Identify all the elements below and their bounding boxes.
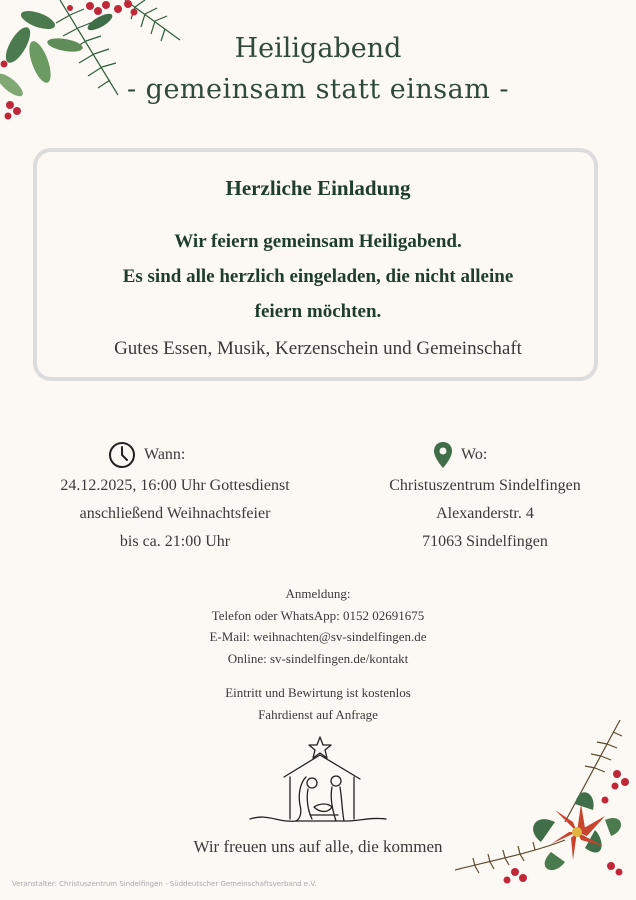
registration-section [0,583,636,669]
location-pin-icon [433,441,453,469]
poinsettia-corner-decoration [455,712,636,892]
where-line: Alexanderstr. 4 [436,505,534,522]
invitation-features: Gutes Essen, Musik, Kerzenschein und Gemeinschaft [114,338,522,359]
footer-organizer: Veranstalter: Christuszentrum Sindelfingen - Süddeutscher Gemeinschaftsverband e.V. [12,880,317,888]
where-line: Christuszentrum Sindelfingen [389,477,581,494]
registration-phone: Telefon oder WhatsApp: 0152 02691675 [211,607,425,623]
where-line: 71063 Sindelfingen [422,533,548,550]
when-label: Wann: [144,446,186,463]
nativity-line-drawing [248,733,388,825]
when-line: bis ca. 21:00 Uhr [119,533,231,550]
extras-line: Eintritt und Bewirtung ist kostenlos [225,685,411,700]
page-subtitle: - gemeinsam statt einsam - [126,74,510,105]
registration-label: Anmeldung: [285,586,351,601]
extras-line: Fahrdienst auf Anfrage [258,707,378,722]
closing-text: Wir freuen uns auf alle, die kommen [193,837,443,856]
when-section [30,440,320,556]
where-label: Wo: [461,446,488,463]
when-line: 24.12.2025, 16:00 Uhr Gottesdienst [60,477,290,494]
registration-online: Online: sv-sindelfingen.de/kontakt [227,650,409,666]
invitation-line: Es sind alle herzlich eingeladen, die nicht alleine [122,266,514,287]
page-title: Heiligabend [234,33,402,64]
invitation-line: Wir feiern gemeinsam Heiligabend. [174,231,462,252]
where-section [340,440,630,556]
registration-email: E-Mail: weihnachten@sv-sindelfingen.de [209,629,427,644]
when-line: anschließend Weihnachtsfeier [79,505,271,522]
invitation-text [40,224,596,329]
clock-icon [108,441,136,469]
invitation-line: feiern möchten. [254,301,382,322]
invitation-heading: Herzliche Einladung [225,176,411,200]
